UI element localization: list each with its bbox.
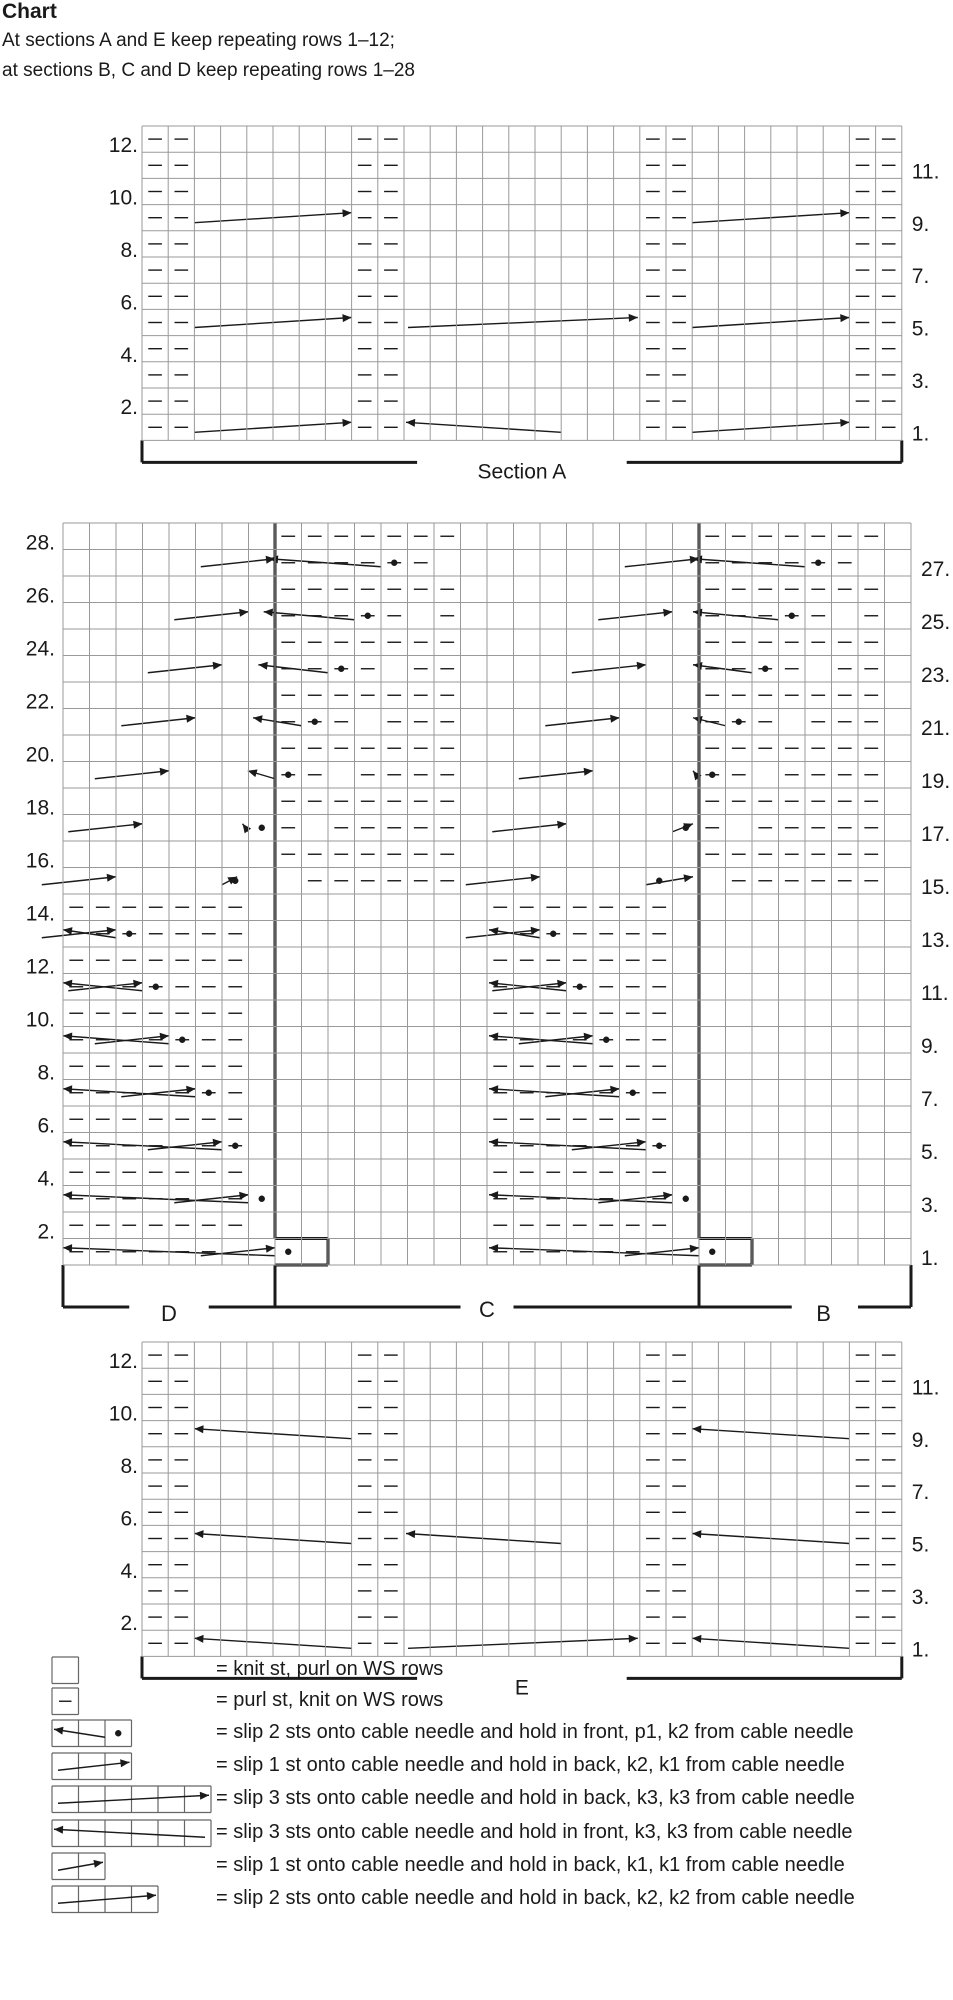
purl-dot bbox=[815, 560, 821, 566]
cable-line bbox=[489, 1195, 673, 1203]
arrow-head bbox=[239, 609, 248, 617]
cable-arrow bbox=[63, 980, 143, 991]
cable-arrow bbox=[201, 556, 275, 567]
purl-dot bbox=[656, 1143, 662, 1149]
cable-line bbox=[68, 824, 142, 832]
cable-line bbox=[466, 877, 540, 885]
arrow-head bbox=[531, 874, 540, 882]
cable-arrow bbox=[258, 662, 328, 673]
purl-dot bbox=[312, 719, 318, 725]
section-e-right-row-number: 11. bbox=[911, 1376, 940, 1400]
cable-line bbox=[492, 824, 566, 832]
purl-dot bbox=[365, 613, 371, 619]
section-mid-group bbox=[26, 523, 950, 1326]
section-e-left-row-number: 2. bbox=[120, 1612, 138, 1636]
section-a-left-row-number: 10. bbox=[108, 186, 138, 210]
section-d-label: D bbox=[161, 1301, 177, 1326]
arrow-head bbox=[629, 314, 638, 322]
arrow-head bbox=[200, 1792, 209, 1800]
section-e-left-row-number: 6. bbox=[120, 1507, 138, 1531]
purl-dot bbox=[709, 1249, 715, 1255]
arrow-head bbox=[63, 1032, 72, 1040]
arrow-head bbox=[692, 1635, 701, 1643]
section-e-right-row-number: 5. bbox=[911, 1533, 930, 1557]
arrow-head bbox=[63, 1138, 72, 1146]
mid-right-row-number: 25. bbox=[921, 611, 951, 634]
purl-dot bbox=[603, 1037, 609, 1043]
legend-symbols bbox=[52, 1657, 211, 1913]
section-mid-grid bbox=[63, 523, 911, 1265]
arrow-head bbox=[663, 1192, 672, 1200]
purl-dot bbox=[577, 984, 583, 990]
cable-arrow bbox=[646, 874, 693, 884]
cable-line bbox=[58, 1795, 209, 1803]
purl-dot bbox=[259, 825, 265, 831]
arrow-head bbox=[194, 1530, 203, 1538]
purl-dot bbox=[206, 1090, 212, 1096]
mid-right-row-number: 11. bbox=[921, 982, 949, 1005]
legend-text: = knit st, purl on WS rows bbox=[216, 1658, 444, 1680]
instruction-line-1: At sections A and E keep repeating rows 1–12; bbox=[2, 30, 395, 51]
purl-dot bbox=[259, 1196, 265, 1202]
cable-arrow bbox=[545, 715, 619, 726]
arrow-head bbox=[133, 980, 142, 988]
arrow-head bbox=[557, 821, 566, 829]
arrow-head bbox=[637, 1139, 646, 1147]
arrow-head bbox=[840, 314, 849, 322]
cable-arrow bbox=[408, 1635, 638, 1649]
section-a-right-row-number: 5. bbox=[911, 317, 930, 341]
arrow-head bbox=[663, 609, 672, 617]
arrow-head bbox=[840, 209, 849, 217]
arrow-head bbox=[610, 1086, 619, 1094]
cable-arrow bbox=[58, 1860, 103, 1870]
cable-arrow bbox=[406, 1530, 561, 1543]
legend-text: = slip 2 sts onto cable needle and hold in front, p1, k2 from cable needle bbox=[216, 1721, 854, 1743]
cable-line bbox=[489, 1142, 646, 1150]
cable-arrow bbox=[42, 874, 116, 885]
purl-dot bbox=[338, 666, 344, 672]
arrow-head bbox=[239, 1192, 248, 1200]
section-a-label: Section A bbox=[477, 460, 567, 484]
section-e-label: E bbox=[514, 1676, 529, 1700]
cable-arrow bbox=[58, 1792, 209, 1804]
mid-right-row-number: 27. bbox=[921, 558, 951, 581]
section-e-left-row-number: 8. bbox=[120, 1455, 138, 1478]
arrow-head bbox=[107, 927, 116, 935]
cable-line bbox=[58, 1895, 156, 1903]
legend-text: = slip 2 sts onto cable needle and hold in back, k2, k2 from cable needle bbox=[216, 1887, 855, 1909]
mid-right-row-number: 15. bbox=[921, 876, 951, 899]
cable-arrow bbox=[243, 824, 252, 834]
purl-dot bbox=[630, 1090, 636, 1096]
cable-arrow bbox=[598, 609, 672, 620]
section-b-label: B bbox=[816, 1301, 831, 1326]
purl-dot bbox=[126, 931, 132, 937]
cable-line bbox=[58, 1762, 130, 1770]
arrow-head bbox=[194, 1635, 203, 1643]
arrow-head bbox=[213, 1139, 222, 1147]
arrow-head bbox=[63, 980, 72, 988]
mid-left-row-number: 24. bbox=[25, 637, 55, 661]
purl-dot bbox=[683, 1196, 689, 1202]
arrow-head bbox=[683, 874, 693, 882]
section-a-right-row-number: 3. bbox=[911, 370, 930, 393]
purl-dot bbox=[391, 560, 397, 566]
arrow-head bbox=[63, 1085, 72, 1093]
cable-2front-p1k2-icon bbox=[52, 1720, 132, 1747]
cable-line bbox=[95, 771, 169, 779]
arrow-head bbox=[342, 314, 351, 322]
cable-arrow bbox=[95, 768, 169, 779]
cable-arrow bbox=[489, 980, 567, 991]
arrow-head bbox=[692, 1425, 701, 1433]
cable-arrow bbox=[63, 1191, 249, 1203]
cable-line bbox=[598, 612, 672, 620]
purl-dot bbox=[179, 1037, 185, 1043]
page-title: Chart bbox=[2, 0, 57, 23]
cable-arrow bbox=[248, 769, 275, 778]
section-a-grid bbox=[142, 126, 902, 440]
cable-arrow bbox=[408, 314, 638, 328]
purl-dot bbox=[153, 984, 159, 990]
cable-1back-k2k1-icon bbox=[52, 1753, 132, 1780]
cable-line bbox=[519, 771, 593, 779]
mid-left-row-number: 2. bbox=[37, 1220, 55, 1244]
mid-left-row-number: 22. bbox=[25, 690, 55, 714]
purl-dot bbox=[115, 1730, 121, 1736]
purl-dot bbox=[789, 613, 795, 619]
section-e-right-row-number: 1. bbox=[911, 1638, 930, 1662]
cable-arrow bbox=[489, 1191, 673, 1203]
cable-line bbox=[572, 665, 646, 673]
arrow-head bbox=[253, 715, 263, 723]
mid-left-row-number: 4. bbox=[37, 1167, 55, 1191]
section-e-left-row-number: 12. bbox=[108, 1350, 138, 1374]
legend-text: = slip 3 sts onto cable needle and hold in back, k3, k3 from cable needle bbox=[216, 1787, 855, 1809]
arrow-head bbox=[266, 1245, 275, 1253]
cable-1back-k1k1-icon bbox=[52, 1853, 105, 1880]
section-e-right-row-number: 9. bbox=[911, 1428, 930, 1452]
arrow-head bbox=[63, 1191, 72, 1199]
arrow-head bbox=[489, 1138, 498, 1146]
section-e-right-row-number: 3. bbox=[911, 1586, 930, 1609]
cable-arrow bbox=[673, 823, 694, 831]
cable-arrow bbox=[121, 715, 195, 726]
cable-arrow bbox=[264, 609, 355, 620]
cable-line bbox=[408, 318, 638, 328]
purl-dot bbox=[736, 719, 742, 725]
arrow-head bbox=[63, 927, 72, 935]
section-a-group bbox=[109, 134, 940, 483]
section-a-right-row-number: 9. bbox=[911, 212, 930, 236]
cable-arrow bbox=[253, 715, 301, 725]
section-a-right-row-number: 7. bbox=[911, 265, 930, 289]
arrow-head bbox=[406, 1530, 415, 1538]
purl-dot bbox=[285, 1249, 291, 1255]
cable-arrow bbox=[58, 1759, 130, 1770]
section-e-left-row-number: 4. bbox=[120, 1559, 138, 1583]
cable-arrow bbox=[693, 662, 752, 673]
arrow-head bbox=[93, 1860, 103, 1868]
knit-icon bbox=[52, 1657, 79, 1684]
arrow-head bbox=[248, 769, 258, 777]
mid-right-row-number: 1. bbox=[921, 1247, 939, 1270]
cable-line bbox=[174, 612, 248, 620]
section-a-left-row-number: 12. bbox=[108, 134, 138, 158]
arrow-head bbox=[690, 1245, 699, 1253]
cable-line bbox=[63, 1195, 249, 1203]
arrow-head bbox=[692, 1530, 701, 1538]
mid-right-row-number: 9. bbox=[921, 1035, 939, 1058]
purl-dot bbox=[709, 772, 715, 778]
arrow-head bbox=[584, 768, 593, 776]
arrow-head bbox=[629, 1635, 638, 1643]
arrow-head bbox=[557, 980, 566, 988]
arrow-head bbox=[584, 1033, 593, 1041]
mid-right-row-number: 23. bbox=[921, 664, 951, 687]
purl-icon bbox=[52, 1688, 79, 1715]
cable-arrow bbox=[519, 768, 593, 779]
arrow-head bbox=[186, 1086, 195, 1094]
cable-arrow bbox=[95, 1033, 169, 1044]
arrow-head bbox=[342, 209, 351, 217]
cable-arrow bbox=[625, 556, 699, 567]
arrow-head bbox=[243, 824, 252, 834]
arrow-head bbox=[160, 768, 169, 776]
mid-left-row-number: 16. bbox=[25, 849, 55, 873]
arrow-head bbox=[186, 715, 195, 723]
arrow-head bbox=[489, 1244, 498, 1252]
cable-arrow bbox=[58, 1892, 156, 1903]
cable-arrow bbox=[174, 609, 248, 620]
section-a-left-row-number: 2. bbox=[120, 396, 138, 420]
cable-line bbox=[201, 559, 275, 567]
section-e-group bbox=[109, 1350, 940, 1699]
arrow-head bbox=[194, 1425, 203, 1433]
arrow-head bbox=[610, 715, 619, 723]
cable-2back-k2k2-icon bbox=[52, 1886, 158, 1913]
arrow-head bbox=[637, 662, 646, 670]
arrow-head bbox=[258, 662, 267, 670]
section-a-right-row-number: 11. bbox=[911, 160, 940, 184]
arrow-head bbox=[133, 821, 142, 829]
arrow-head bbox=[63, 1244, 72, 1252]
arrow-head bbox=[54, 1727, 64, 1735]
mid-right-row-number: 3. bbox=[921, 1194, 939, 1217]
cable-arrow bbox=[466, 874, 540, 885]
arrow-head bbox=[342, 419, 351, 427]
arrow-head bbox=[107, 874, 116, 882]
mid-left-row-number: 26. bbox=[25, 584, 55, 608]
arrow-head bbox=[54, 1826, 63, 1834]
cable-arrow bbox=[572, 662, 646, 673]
mid-right-row-number: 21. bbox=[921, 717, 951, 740]
mid-left-row-number: 12. bbox=[25, 955, 55, 979]
mid-left-row-number: 14. bbox=[25, 902, 55, 926]
mid-left-row-number: 10. bbox=[25, 1008, 55, 1032]
cable-arrow bbox=[406, 419, 561, 432]
cable-line bbox=[406, 1534, 561, 1544]
cable-arrow bbox=[54, 1727, 105, 1738]
legend-text: = purl st, knit on WS rows bbox=[216, 1689, 444, 1711]
mid-right-row-number: 13. bbox=[921, 929, 951, 952]
section-a-left-row-number: 4. bbox=[120, 343, 138, 367]
section-a-left-row-number: 8. bbox=[120, 239, 138, 262]
arrow-head bbox=[840, 419, 849, 427]
cable-3back-k3k3-icon bbox=[52, 1786, 211, 1813]
arrow-head bbox=[406, 419, 415, 427]
cable-arrow bbox=[489, 1244, 699, 1256]
mid-left-row-number: 6. bbox=[37, 1114, 55, 1138]
cable-line bbox=[148, 665, 222, 673]
cable-arrow bbox=[54, 1826, 205, 1838]
cable-line bbox=[54, 1829, 205, 1837]
purl-dot bbox=[762, 666, 768, 672]
mid-right-row-number: 17. bbox=[921, 823, 951, 846]
arrow-head bbox=[147, 1892, 156, 1900]
mid-left-row-number: 8. bbox=[37, 1061, 55, 1085]
instruction-line-2: at sections B, C and D keep repeating rows 1–28 bbox=[2, 60, 415, 81]
arrow-head bbox=[489, 1191, 498, 1199]
section-e-grid bbox=[142, 1342, 902, 1656]
cable-arrow bbox=[148, 662, 222, 673]
legend-text: = slip 1 st onto cable needle and hold in back, k1, k1 from cable needle bbox=[216, 1854, 845, 1876]
cable-arrow bbox=[693, 609, 779, 620]
arrow-head bbox=[160, 1033, 169, 1041]
cable-line bbox=[121, 718, 195, 726]
cable-arrow bbox=[68, 821, 142, 832]
legend-text: = slip 3 sts onto cable needle and hold in front, k3, k3 from cable needle bbox=[216, 1821, 853, 1843]
cable-3front-k3k3-icon bbox=[52, 1820, 211, 1847]
mid-right-row-number: 5. bbox=[921, 1141, 939, 1164]
cable-line bbox=[625, 559, 699, 567]
arrow-head bbox=[213, 662, 222, 670]
section-a-left-row-number: 6. bbox=[120, 291, 138, 315]
purl-dot bbox=[285, 772, 291, 778]
section-a-right-row-number: 1. bbox=[911, 422, 930, 446]
cable-line bbox=[42, 877, 116, 885]
mid-left-row-number: 28. bbox=[25, 531, 55, 555]
cable-arrow bbox=[492, 821, 566, 832]
legend-text: = slip 1 st onto cable needle and hold in back, k2, k1 from cable needle bbox=[216, 1754, 845, 1776]
cable-line bbox=[408, 1638, 638, 1648]
section-e-left-row-number: 10. bbox=[108, 1402, 138, 1426]
cable-arrow bbox=[269, 555, 381, 566]
section-c-label: C bbox=[479, 1297, 495, 1322]
mid-left-row-number: 18. bbox=[25, 796, 55, 820]
section-e-right-row-number: 7. bbox=[911, 1481, 930, 1505]
purl-dot bbox=[232, 1143, 238, 1149]
cable-arrow bbox=[693, 555, 805, 566]
mid-right-row-number: 7. bbox=[921, 1088, 939, 1111]
arrow-head bbox=[531, 927, 540, 935]
arrow-head bbox=[120, 1759, 129, 1767]
mid-right-row-number: 19. bbox=[921, 770, 951, 793]
cable-line bbox=[406, 422, 561, 432]
cable-line bbox=[545, 718, 619, 726]
mid-left-row-number: 20. bbox=[25, 743, 55, 767]
purl-dot bbox=[550, 931, 556, 937]
